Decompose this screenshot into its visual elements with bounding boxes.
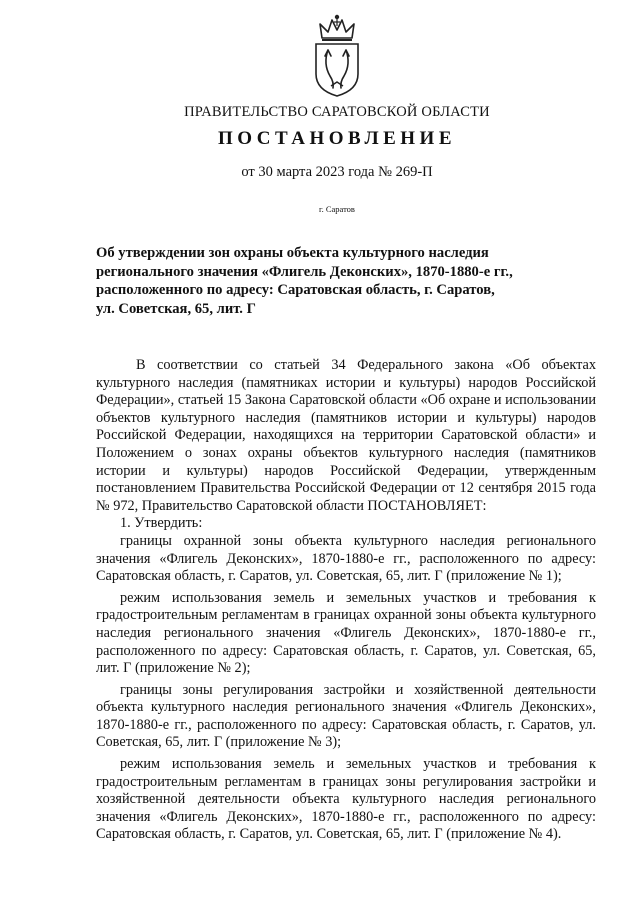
- subject-line: расположенного по адресу: Саратовская область, г. Саратов,: [96, 282, 495, 298]
- paragraph-annex-4: режим использования земель и земельных участков и требования к градостроительным регламентам в границах зоны регулирования застройки и хозяйственной деятельности объекта культурного наследия регионального значения «Флигель Деконских», 1870-1880-е гг., расположенного по адресу: Саратовская область, г. Саратов, ул. Советская, 65, лит. Г (приложение № 4).: [96, 756, 596, 843]
- subject-line: ул. Советская, 65, лит. Г: [96, 300, 256, 317]
- paragraph-annex-3: границы зоны регулирования застройки и хозяйственной деятельности объекта культурного наследия регионального значения «Флигель Деконских», 1870-1880-е гг., расположенного по адресу: Саратовская область, г. Саратов, ул. Советская, 65, лит. Г (приложение № 3);: [96, 681, 596, 751]
- subject-line: Об утверждении зон охраны объекта культурного наследия: [96, 245, 489, 261]
- subject-line: регионального значения «Флигель Деконских», 1870-1880-е гг.,: [96, 263, 513, 280]
- date-and-number: от 30 марта 2023 года № 269-П: [241, 164, 433, 180]
- intro-paragraph: В соответствии со статьей 34 Федерального закона «Об объектах культурного наследия (памятниках истории и культуры) народов Российской Федерации», статьей 15 Закона Саратовской области «Об охране и использовании объектов культурного наследия (памятников истории и культуры) народов Российской Федерации, находящихся на территории Саратовской области» и Положением о зонах охраны объектов культурного наследия (памятников истории и культуры) народов Российской Федерации, утвержденным постановлением Правительства Российской Федерации от 12 сентября 2015 года № 972, Правительство Саратовской области ПОСТАНОВЛЯЕТ:: [96, 357, 596, 514]
- document-body: [96, 357, 596, 844]
- document-type-title: ПОСТАНОВЛЕНИЕ: [217, 128, 457, 149]
- item-1-heading: 1. Утвердить:: [120, 515, 203, 532]
- paragraph-annex-2: режим использования земель и земельных участков и требования к градостроительным регламентам в границах охранной зоны объекта культурного наследия регионального значения «Флигель Деконских», 1870-1880-е гг., расположенного по адресу: Саратовская область, г. Саратов, ул. Советская, 65, лит. Г (приложение № 2);: [96, 589, 596, 677]
- saratov-coat-of-arms-icon: [306, 12, 368, 98]
- city-label: г. Саратов: [319, 204, 355, 214]
- document-subject: [96, 244, 536, 318]
- paragraph-annex-1: границы охранной зоны объекта культурного наследия регионального значения «Флигель Деконских», 1870-1880-е гг., расположенного по адресу: Саратовская область, г. Саратов, ул. Советская, 65, лит. Г (приложение № 1);: [96, 532, 596, 585]
- government-name: ПРАВИТЕЛЬСТВО САРАТОВСКОЙ ОБЛАСТИ: [184, 104, 490, 120]
